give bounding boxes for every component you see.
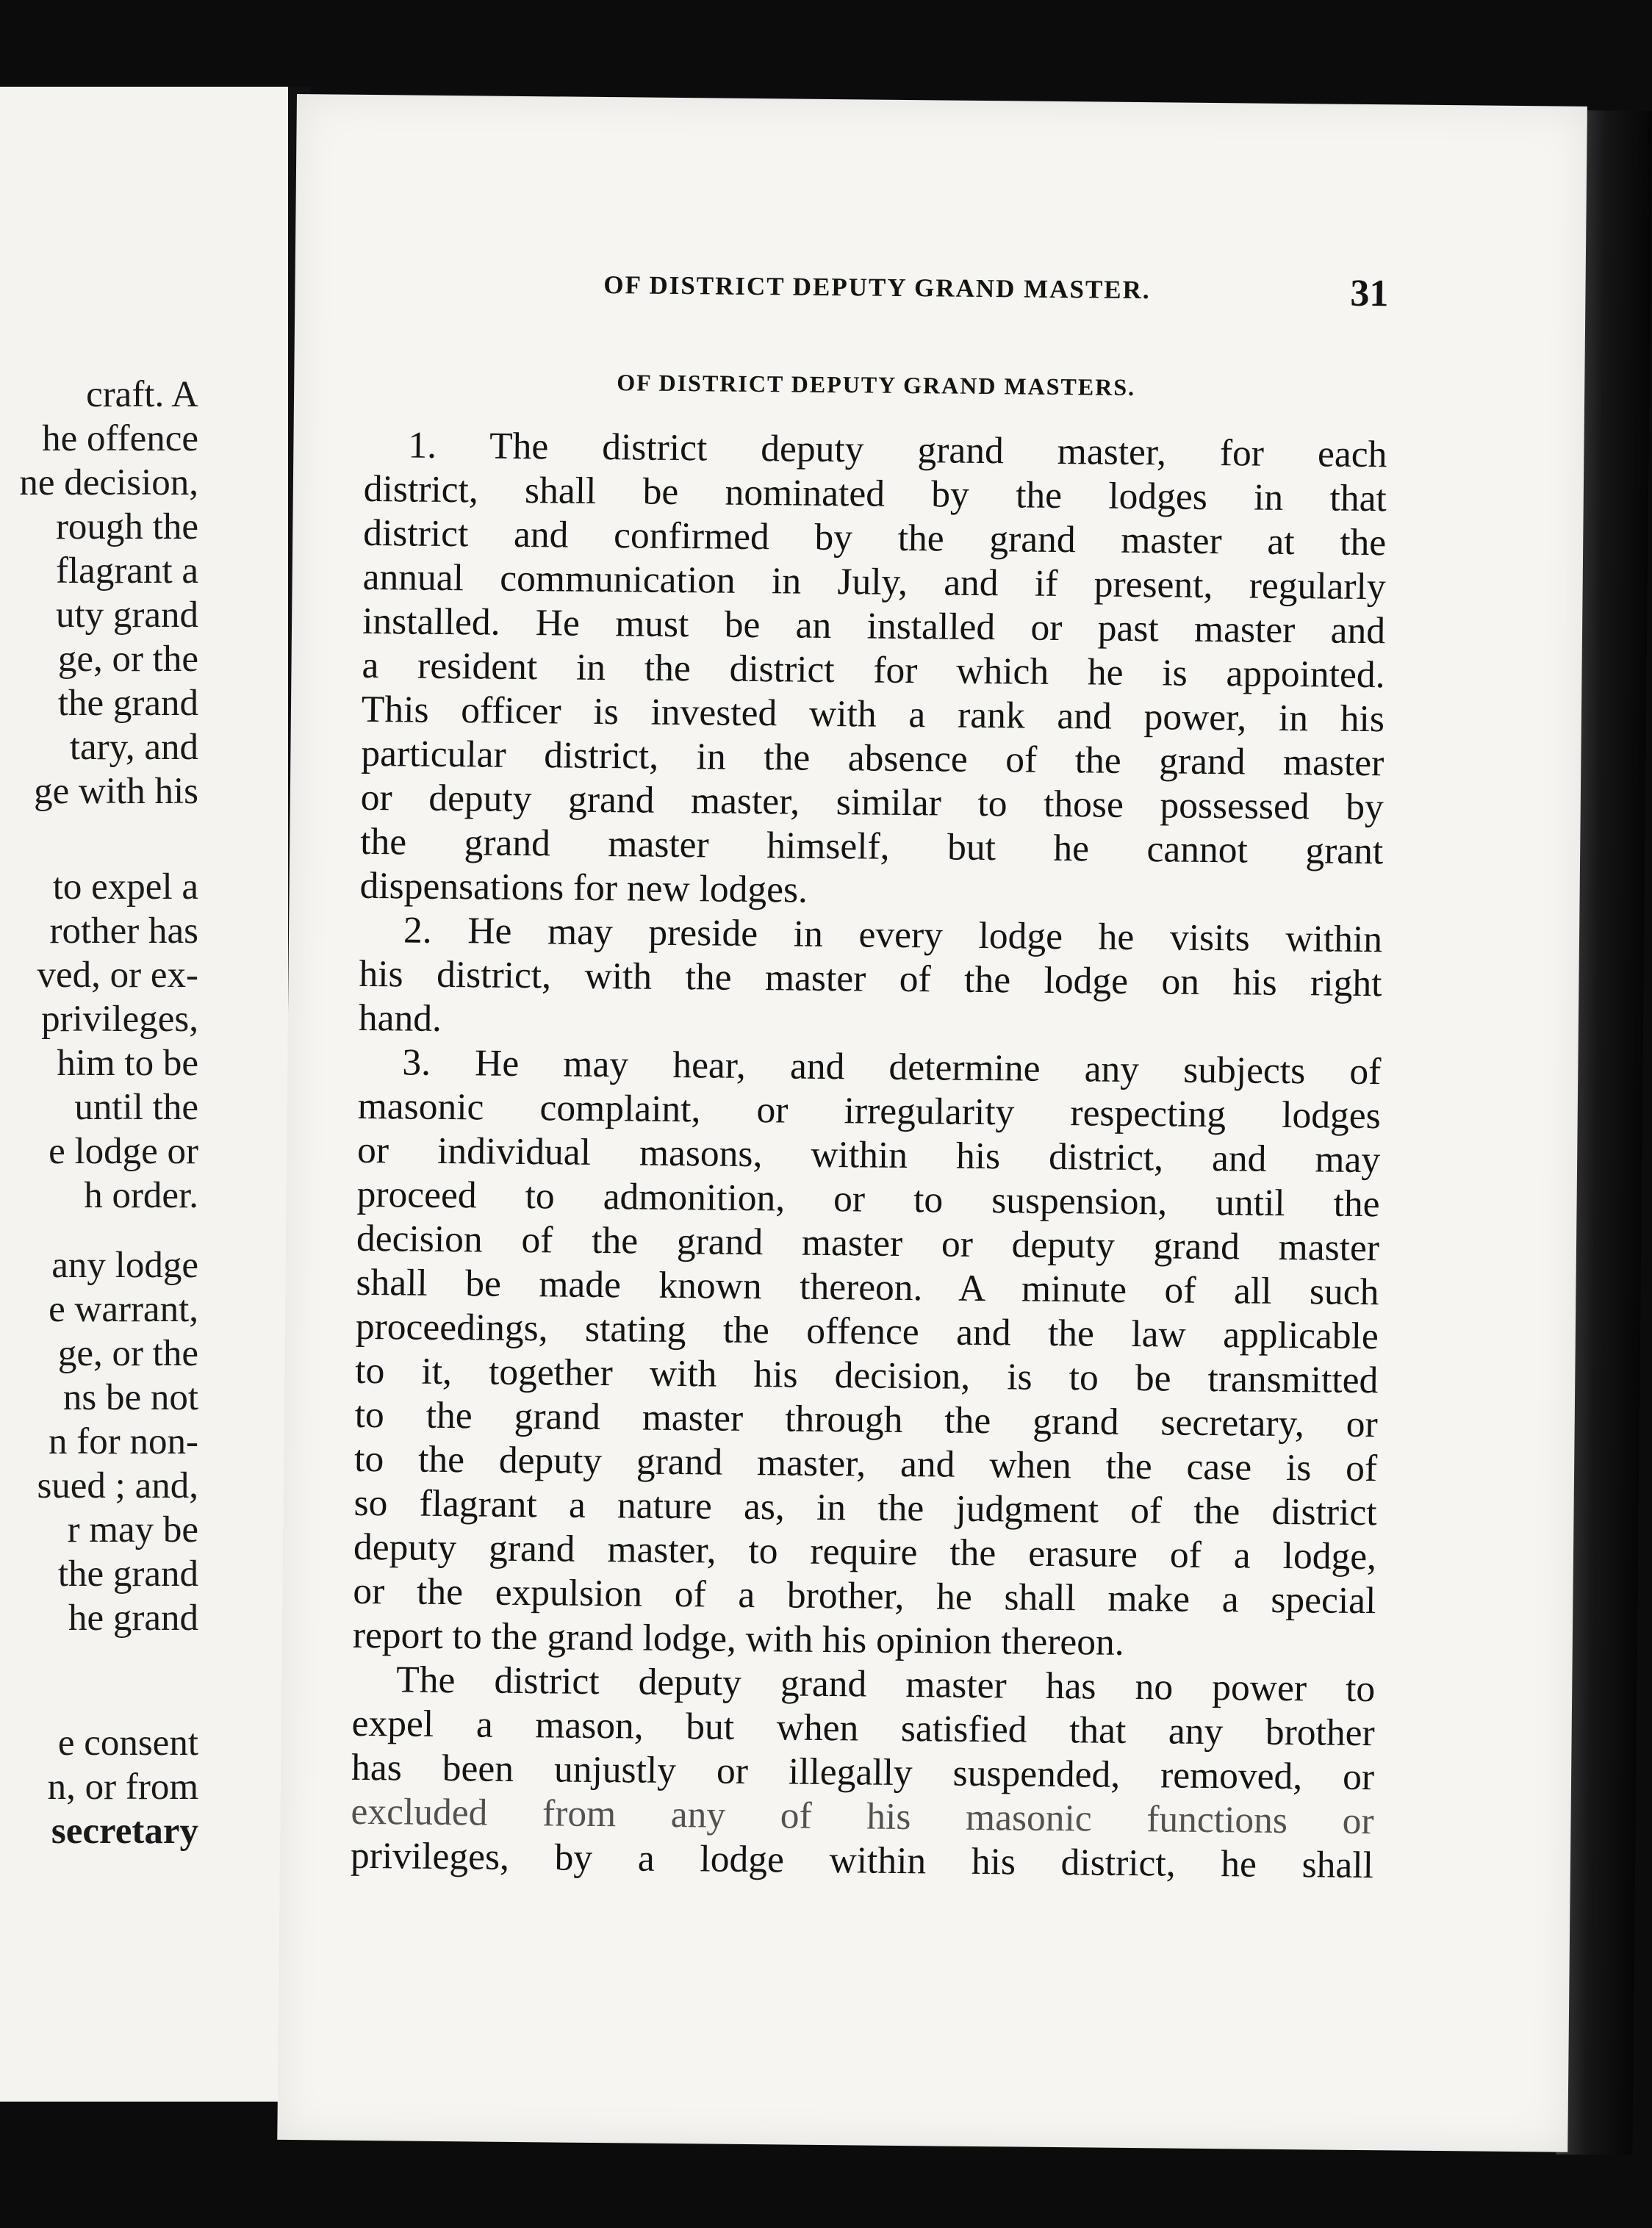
left-line: privileges, xyxy=(41,999,198,1040)
paragraph-4 xyxy=(351,1658,1376,1888)
left-line: uty grand xyxy=(55,594,198,636)
text-line: The district deputy grand master has no power to xyxy=(396,1659,1376,1711)
text-line: district and confirmed by the grand master at the xyxy=(362,511,1387,564)
left-line: ne decision, xyxy=(19,462,198,503)
text-line: masonic complaint, or irregularity respecting lodges xyxy=(357,1085,1381,1138)
left-line: to expel a xyxy=(52,866,198,908)
left-line: ge, or the xyxy=(57,639,198,680)
text-line: decision of the grand master or deputy grand master xyxy=(356,1217,1380,1270)
left-line: ns be not xyxy=(62,1377,198,1418)
left-line: ge, or the xyxy=(57,1333,198,1374)
left-line: sued ; and, xyxy=(37,1465,198,1506)
text-line: deputy grand master, to require the erasure of a lodge, xyxy=(353,1526,1377,1578)
left-line: he grand xyxy=(68,1598,198,1639)
text-line: to the deputy grand master, and when the case is of xyxy=(353,1437,1378,1490)
text-line: or the expulsion of a brother, he shall make a special xyxy=(353,1570,1376,1623)
text-line: to the grand master through the grand secretary, or xyxy=(354,1393,1378,1446)
text-line: report to the grand lodge, with his opinion thereon. xyxy=(352,1614,1124,1664)
running-title: OF DISTRICT DEPUTY GRAND MASTER. xyxy=(603,270,1151,305)
left-line: e warrant, xyxy=(49,1289,198,1330)
left-line: until the xyxy=(74,1087,198,1128)
left-page-fragment xyxy=(0,87,288,2102)
left-line: rough the xyxy=(55,506,198,547)
text-line: has been unjustly or illegally suspended, removed, or xyxy=(351,1746,1375,1799)
paragraph-1 xyxy=(359,423,1387,918)
left-line: the grand xyxy=(57,1553,198,1595)
left-line: him to be xyxy=(57,1043,198,1084)
running-head xyxy=(365,268,1389,325)
text-line: his district, with the master of the lodge on his right xyxy=(359,952,1382,1005)
text-line: dispensations for new lodges. xyxy=(359,864,808,911)
left-line: h order. xyxy=(84,1175,198,1216)
paragraph-3 xyxy=(353,1041,1382,1667)
text-line: district, shall be nominated by the lodges in that xyxy=(363,467,1387,520)
text-line: so flagrant a nature as, in the judgment of the district xyxy=(353,1481,1377,1534)
text-line: to it, together with his decision, is to be transmitted xyxy=(355,1349,1379,1402)
text-line: annual communication in July, and if present, regularly xyxy=(362,556,1386,608)
text-line: excluded from any of his masonic functions or xyxy=(351,1790,1374,1843)
paragraph-2 xyxy=(359,908,1383,1050)
left-line: e lodge or xyxy=(49,1131,198,1172)
text-line: shall be made known thereon. A minute of all such xyxy=(356,1261,1379,1314)
text-line: expel a mason, but when satisfied that any brother xyxy=(351,1702,1375,1755)
left-line: secretary xyxy=(51,1811,198,1852)
left-line: tary, and xyxy=(69,727,198,768)
left-line: craft. A xyxy=(86,374,198,415)
left-line: r may be xyxy=(67,1509,198,1550)
left-line: rother has xyxy=(49,910,198,952)
text-line: proceedings, stating the offence and the law applicable xyxy=(355,1305,1379,1358)
text-line: 3. He may hear, and determine any subjects of xyxy=(402,1041,1382,1093)
text-line: This officer is invested with a rank and power, in his xyxy=(361,688,1385,741)
left-line: n for non- xyxy=(49,1421,198,1462)
text-line: 1. The district deputy grand master, for each xyxy=(408,424,1387,476)
text-line: or deputy grand master, similar to those possessed by xyxy=(360,776,1385,829)
left-line: flagrant a xyxy=(56,550,198,592)
text-line: a resident in the district for which he is appointed. xyxy=(362,644,1385,697)
left-line: ge with his xyxy=(34,771,198,812)
book-page xyxy=(277,94,1587,2152)
page-number: 31 xyxy=(1350,272,1389,315)
text-line: hand. xyxy=(358,996,442,1040)
text-line: the grand master himself, but he cannot grant xyxy=(359,820,1384,873)
page-content xyxy=(351,268,1389,1888)
text-line: particular district, in the absence of the grand master xyxy=(361,732,1385,785)
left-line: the grand xyxy=(57,683,198,724)
left-line: ved, or ex- xyxy=(37,955,198,996)
left-line: he offence xyxy=(42,418,198,459)
text-line: 2. He may preside in every lodge he visits within xyxy=(403,909,1383,961)
text-line: installed. He must be an installed or past master and xyxy=(362,600,1386,653)
text-line: privileges, by a lodge within his district, he shall xyxy=(350,1834,1374,1887)
text-line: or individual masons, within his district, and may xyxy=(356,1129,1381,1182)
left-line: n, or from xyxy=(47,1767,198,1808)
section-heading: OF DISTRICT DEPUTY GRAND MASTERS. xyxy=(617,369,1136,400)
text-line: proceed to admonition, or to suspension, until the xyxy=(356,1173,1380,1226)
left-line: any lodge xyxy=(51,1245,198,1286)
left-line: e consent xyxy=(57,1722,198,1764)
